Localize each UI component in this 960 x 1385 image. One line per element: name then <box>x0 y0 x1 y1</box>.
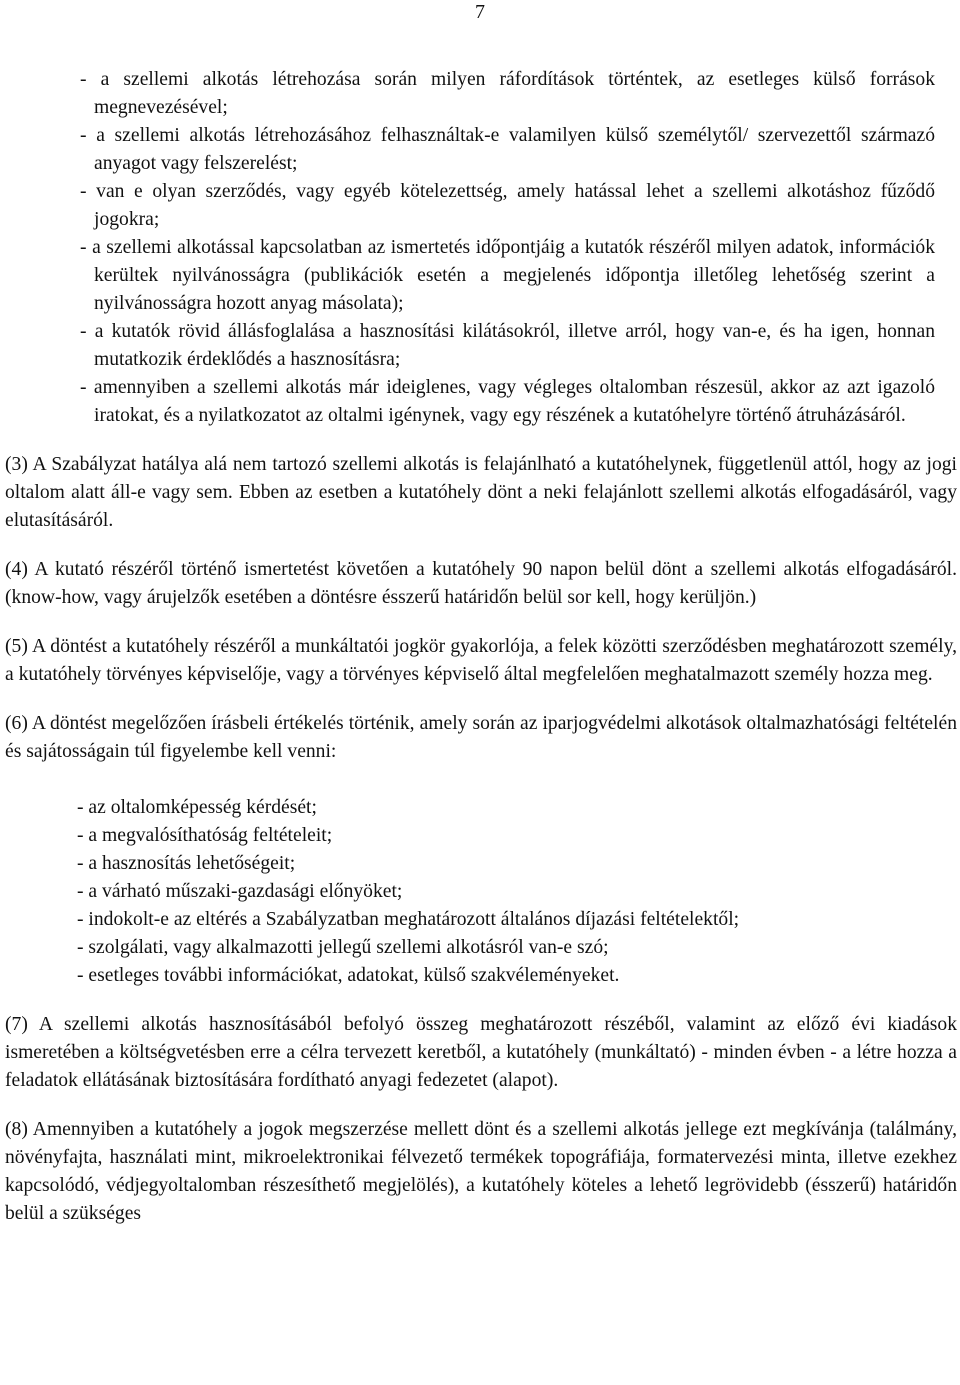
paragraph-8: (8) Amennyiben a kutatóhely a jogok megszerzése mellett dönt és a szellemi alkotás jellege ezt megkívánja (találmány, növényfajta, használati mint, mikroelektronikai félvezető termékek topográfiája, formatervezési minta, illetve ezekhez kapcsolódó, védjegyoltalomban részesíthető megjelölés), a kutatóhely köteles a lehető legrövidebb (ésszerű) határidőn belül a szükséges <box>5 1119 957 1224</box>
list-item: - a szellemi alkotás létrehozásához felhasználtak-e valamilyen külső személytől/ szervezettől származó anyagot vagy felszerelést; <box>80 125 935 174</box>
list-item: - a szellemi alkotás létrehozása során milyen ráfordítások történtek, az esetleges külső források megnevezésével; <box>80 69 935 118</box>
list-item: - a kutatók rövid állásfoglalása a hasznosítási kilátásokról, illetve arról, hogy van-e, és ha igen, honnan mutatkozik érdeklődés a hasznosításra; <box>80 321 935 370</box>
paragraph-4: (4) A kutató részéről történő ismertetést követően a kutatóhely 90 napon belül dönt a szellemi alkotás elfogadásáról. (know-how, vagy árujelzők esetében a döntésre ésszerű határidőn belül sor kell, hogy kerüljön.) <box>5 559 957 608</box>
list-item: - a hasznosítás lehetőségeit; <box>77 853 296 874</box>
list-item: - a várható műszaki-gazdasági előnyöket; <box>77 881 403 902</box>
list-item: - esetleges további információkat, adatokat, külső szakvéleményeket. <box>77 965 620 986</box>
evaluation-criteria-list <box>77 794 957 990</box>
paragraph-5: (5) A döntést a kutatóhely részéről a munkáltatói jogkör gyakorlója, a felek közötti szerződésben meghatározott személy, a kutatóhely törvényes képviselője, vagy a törvényes képviselő által megfelelően meghatalmazott személy hozza meg. <box>5 636 957 685</box>
paragraph-6: (6) A döntést megelőzően írásbeli értékelés történik, amely során az iparjogvédelmi alkotások oltalmazhatósági feltételén és sajátosságain túl figyelembe kell venni: <box>5 713 957 762</box>
list-item: - a szellemi alkotással kapcsolatban az ismertetés időpontjáig a kutatók részéről milyen adatok, információk kerültek nyilvánosságra (publikációk esetén a megjelenés időpontja illetőleg lehetőség szerint a nyilvánosságra hozott anyag másolata); <box>80 237 935 314</box>
list-item: - amennyiben a szellemi alkotás már ideiglenes, vagy végleges oltalomban részesül, akkor az azt igazoló iratokat, és a nyilatkozatot az oltalmi igénynek, vagy egy részének a kutatóhelyre történő átruházásáról. <box>80 377 935 426</box>
page-number: 7 <box>475 1 485 23</box>
paragraph-7: (7) A szellemi alkotás hasznosításából befolyó összeg meghatározott részéből, valamint az előző évi kiadások ismeretében a költségvetésben erre a célra tervezett keretből, a kutatóhely (munkáltató) - minden évben - a létre hozza a feladatok ellátásának biztosítására fordítható anyagi fedezetet (alapot). <box>5 1014 957 1091</box>
list-item: - az oltalomképesség kérdését; <box>77 797 317 818</box>
paragraph-3: (3) A Szabályzat hatálya alá nem tartozó szellemi alkotás is felajánlható a kutatóhelynek, függetlenül attól, hogy az jogi oltalom alatt áll-e vagy sem. Ebben az esetben a kutatóhely dönt a neki felajánlott szellemi alkotás elfogadásáról, vagy elutasításáról. <box>5 454 957 531</box>
submission-requirements-list <box>80 66 935 430</box>
list-item: - indokolt-e az eltérés a Szabályzatban meghatározott általános díjazási feltételektől; <box>77 909 740 930</box>
list-item: - a megvalósíthatóság feltételeit; <box>77 825 333 846</box>
list-item: - szolgálati, vagy alkalmazotti jellegű szellemi alkotásról van-e szó; <box>77 937 609 958</box>
list-item: - van e olyan szerződés, vagy egyéb kötelezettség, amely hatással lehet a szellemi alkotáshoz fűződő jogokra; <box>80 181 935 230</box>
document-body <box>5 66 957 1228</box>
